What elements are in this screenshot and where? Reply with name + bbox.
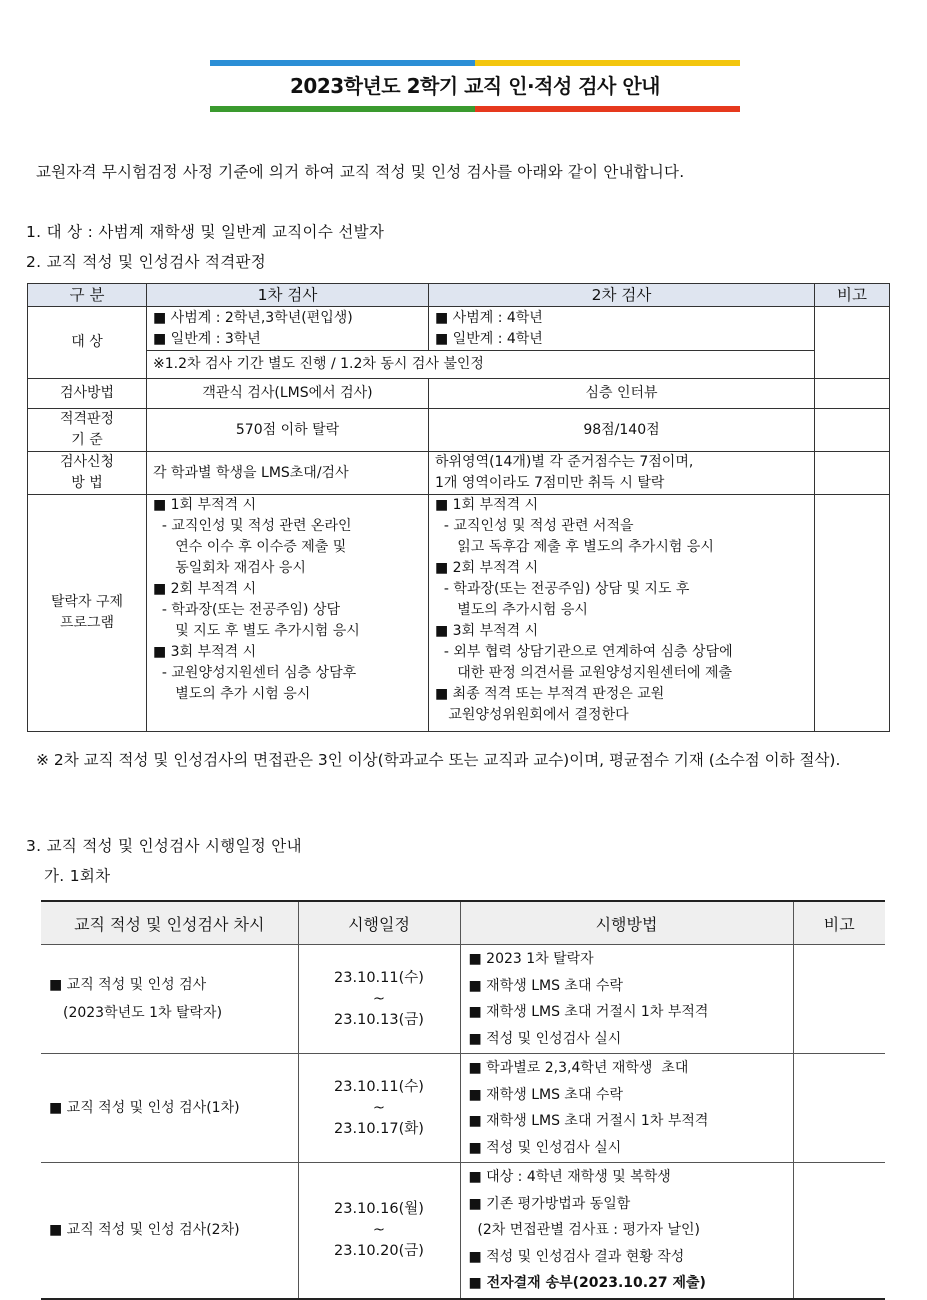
list-item: ■ 사범계 : 2학년,3학년(편입생) [153,309,353,326]
list-item: 대한 판정 의견서를 교원양성지원센터에 제출 [435,665,733,681]
list-item: ■ 1회 부적격 시 [153,497,257,513]
title-banner [210,60,740,112]
schedule-start: 23.10.16(월) [334,1200,424,1217]
remedy-second-cell [429,495,815,732]
remarks-cell [815,379,890,409]
list-item: ■ 일반계 : 3학년 [153,330,261,347]
header-schedule: 시행일정 [298,901,460,945]
table-row [28,409,890,452]
intro-text: 교원자격 무시험검정 사정 기준에 의거 하여 교직 적성 및 인성 검사를 아래와 같이 안내합니다. [36,163,685,181]
table-row [28,351,890,379]
method-item: ■ 학과별로 2,3,4학년 재학생 초대 [468,1060,689,1076]
criteria-label [28,409,147,452]
section-3-heading: 3. 교직 적성 및 인성검사 시행일정 안내 [26,837,302,855]
target-label: 대 상 [28,307,147,379]
header-remarks: 비고 [815,284,890,307]
list-item: - 학과장(또는 전공주임) 상담 및 지도 후 [435,581,690,597]
page-title: 2023학년도 2학기 교직 인·적성 검사 안내 [290,74,660,98]
method-item: ■ 기존 평가방법과 동일함 [468,1195,631,1212]
remarks-cell [815,409,890,452]
criteria-label-line: 기 준 [71,432,103,448]
schedule-table [41,900,885,1300]
list-item: ■ 3회 부적격 시 [153,644,257,660]
eligibility-table [27,283,890,732]
table-row [41,1163,885,1299]
table-header-row [28,284,890,307]
interviewer-note: ※ 2차 교직 적성 및 인성검사의 면접관은 3인 이상(학과교수 또는 교직과 교수)이며, 평균점수 기재 (소수점 이하 절삭). [36,751,841,769]
method-item: ■ 재학생 LMS 초대 거절시 1차 부적격 [468,1113,709,1129]
title-bottom-color-bar [210,106,740,112]
method-item: ■ 재학생 LMS 초대 수락 [468,1086,623,1103]
list-item: ■ 최종 적격 또는 부적격 판정은 교원 [435,686,665,702]
criteria-label-line: 적격판정 [59,411,115,427]
method-label: 검사방법 [28,379,147,409]
session-name-line: ■ 교직 적성 및 인성 검사(2차) [49,1222,240,1239]
session-name-line: ■ 교직 적성 및 인성 검사 [49,977,207,993]
header-session: 교직 적성 및 인성검사 차시 [41,901,298,945]
remarks-cell [793,945,885,1054]
method-first: 객관식 검사(LMS에서 검사) [147,379,429,409]
schedule-cell [298,1054,460,1163]
list-item: - 교직인성 및 적성 관련 온라인 [153,518,352,534]
section-3-subheading: 가. 1회차 [44,867,111,885]
list-item: 읽고 독후감 제출 후 별도의 추가시험 응시 [435,539,714,555]
remedy-label [28,495,147,732]
method-item: (2차 면접관별 검사표 : 평가자 날인) [468,1222,701,1238]
table-row [41,1054,885,1163]
title-top-color-bar [210,60,740,66]
target-note: ※1.2차 검사 기간 별도 진행 / 1.2차 동시 검사 불인정 [147,351,815,379]
method-item: ■ 2023 1차 탈락자 [468,951,594,967]
session-name-cell [41,1163,298,1299]
list-item: ■ 1회 부적격 시 [435,497,539,513]
list-item: 및 지도 후 별도 추가시험 응시 [153,623,360,639]
list-item: 연수 이수 후 이수증 제출 및 [153,539,347,555]
table-row [41,945,885,1054]
header-remarks: 비고 [793,901,885,945]
apply-label [28,452,147,495]
table-row [28,307,890,351]
remarks-cell [815,452,890,495]
method-item: ■ 재학생 LMS 초대 거절시 1차 부적격 [468,1004,709,1020]
list-item: 별도의 추가시험 응시 [435,602,588,618]
method-item: ■ 적성 및 인성검사 결과 현황 작성 [468,1248,685,1265]
list-item: 동일회차 재검사 응시 [153,560,306,576]
method-item: ■ 적성 및 인성검사 실시 [468,1030,622,1047]
header-first-test: 1차 검사 [147,284,429,307]
method-cell [460,945,793,1054]
schedule-end: 23.10.13(금) [334,1011,424,1028]
session-name-line: (2023학년도 1차 탈락자) [63,1005,223,1021]
session-name-cell [41,945,298,1054]
table-header-row [41,901,885,945]
list-item: ■ 2회 부적격 시 [153,581,257,597]
header-method: 시행방법 [460,901,793,945]
list-item: 별도의 추가 시험 응시 [153,686,311,702]
method-second: 심층 인터뷰 [429,379,815,409]
list-item: - 교직인성 및 적성 관련 서적을 [435,518,634,534]
schedule-cell [298,1163,460,1299]
apply-second-line: 1개 영역이라도 7점미만 취득 시 탈락 [435,475,665,491]
apply-second [429,452,815,495]
method-item: ■ 대상 : 4학년 재학생 및 복학생 [468,1169,671,1185]
remedy-first-cell [147,495,429,732]
remarks-cell [793,1054,885,1163]
schedule-tilde: ~ [372,1221,386,1238]
list-item: ■ 2회 부적격 시 [435,560,539,576]
schedule-tilde: ~ [372,1099,386,1116]
remedy-label-line: 프로그램 [59,615,115,631]
session-name-line: ■ 교직 적성 및 인성 검사(1차) [49,1100,240,1116]
schedule-start: 23.10.11(수) [334,969,424,986]
header-second-test: 2차 검사 [429,284,815,307]
list-item: ■ 사범계 : 4학년 [435,309,543,326]
remedy-first-list [153,495,422,705]
list-item: 교원양성위원회에서 결정한다 [435,707,629,723]
criteria-first: 570점 이하 탈락 [147,409,429,452]
method-cell [460,1163,793,1299]
method-item: ■ 재학생 LMS 초대 수락 [468,977,623,994]
list-item: - 교원양성지원센터 심층 상담후 [153,665,357,681]
schedule-end: 23.10.17(화) [334,1120,424,1137]
method-item: ■ 전자결재 송부(2023.10.27 제출) [468,1275,706,1291]
remarks-cell [793,1163,885,1299]
method-item: ■ 적성 및 인성검사 실시 [468,1139,622,1156]
session-name-cell [41,1054,298,1163]
remarks-cell [815,307,890,379]
apply-label-line: 방 법 [71,475,103,491]
schedule-end: 23.10.20(금) [334,1242,424,1259]
list-item: ■ 3회 부적격 시 [435,623,539,639]
method-cell [460,1054,793,1163]
list-item: - 학과장(또는 전공주임) 상담 [153,602,340,618]
list-item: ■ 일반계 : 4학년 [435,330,543,347]
schedule-start: 23.10.11(수) [334,1078,424,1095]
target-second-cell [429,307,815,351]
table-row [28,452,890,495]
header-category: 구 분 [28,284,147,307]
remedy-label-line: 탈락자 구제 [50,594,124,610]
criteria-second: 98점/140점 [429,409,815,452]
apply-first: 각 학과별 학생을 LMS초대/검사 [147,452,429,495]
list-item: - 외부 협력 상담기관으로 연계하여 심층 상담에 [435,644,733,660]
section-2-heading: 2. 교직 적성 및 인성검사 적격판정 [26,253,267,271]
remedy-second-list [435,495,808,726]
apply-second-line: 하위영역(14개)별 각 준거점수는 7점이며, [435,454,694,470]
remarks-cell [815,495,890,732]
schedule-tilde: ~ [372,990,386,1007]
section-1-target: 1. 대 상 : 사범계 재학생 및 일반계 교직이수 선발자 [26,223,385,241]
target-first-cell [147,307,429,351]
table-row [28,379,890,409]
apply-label-line: 검사신청 [59,454,115,470]
schedule-cell [298,945,460,1054]
table-row [28,495,890,732]
